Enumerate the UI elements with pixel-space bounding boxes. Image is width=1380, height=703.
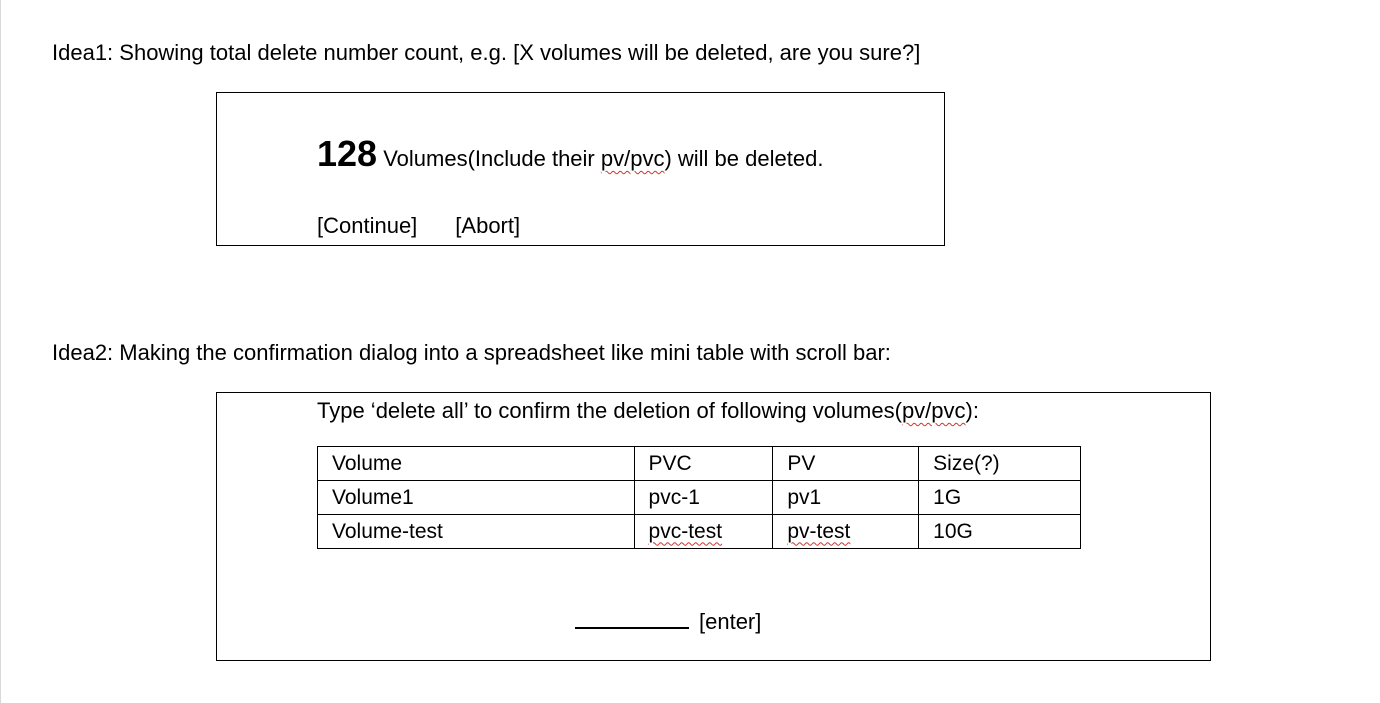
idea2-heading: Idea2: Making the confirmation dialog into a spreadsheet like mini table with scroll bar: [52,340,891,365]
message-pv-pvc: pv/pvc [600,146,665,171]
table-cell-text: pvc-test [648,519,723,543]
volume-count: 128 [317,133,378,174]
confirm-instruction [317,398,979,424]
instruction-before: Type ‘delete all’ to confirm the deletion of following volumes( [317,398,902,423]
table-cell: Volume1 [318,481,635,515]
instruction-after: ): [965,398,979,423]
message-after: ) will be deleted. [664,146,824,171]
table-row [318,481,1081,515]
confirm-text-field[interactable] [575,627,689,629]
confirm-entry [575,609,761,635]
table-cell: pv1 [773,481,919,515]
table-row [318,515,1081,549]
message-before: Volumes(Include their [377,146,601,171]
table-cell: 10G [919,515,1081,549]
column-header: PV [773,447,919,481]
page-left-rule [0,0,1,703]
column-header: Size(?) [919,447,1081,481]
idea1-heading: Idea1: Showing total delete number count, e.g. [X volumes will be deleted, are you sure?] [52,40,921,65]
table-cell: pvc-1 [634,481,773,515]
table-cell [773,515,919,549]
volumes-table [317,446,1081,549]
table-cell: 1G [919,481,1081,515]
enter-button[interactable]: [enter] [699,609,762,634]
column-header: Volume [318,447,635,481]
table-cell: Volume-test [318,515,635,549]
continue-button[interactable]: [Continue] [317,213,418,238]
table-header-row [318,447,1081,481]
column-header: PVC [634,447,773,481]
table-cell-text: pv-test [787,519,851,543]
delete-count-dialog [216,92,945,246]
abort-button[interactable]: [Abort] [455,213,521,238]
instruction-pv-pvc: pv/pvc [901,398,966,423]
table-cell [634,515,773,549]
confirm-table-dialog [216,392,1211,661]
delete-message [317,133,823,175]
dialog-buttons [317,213,520,239]
